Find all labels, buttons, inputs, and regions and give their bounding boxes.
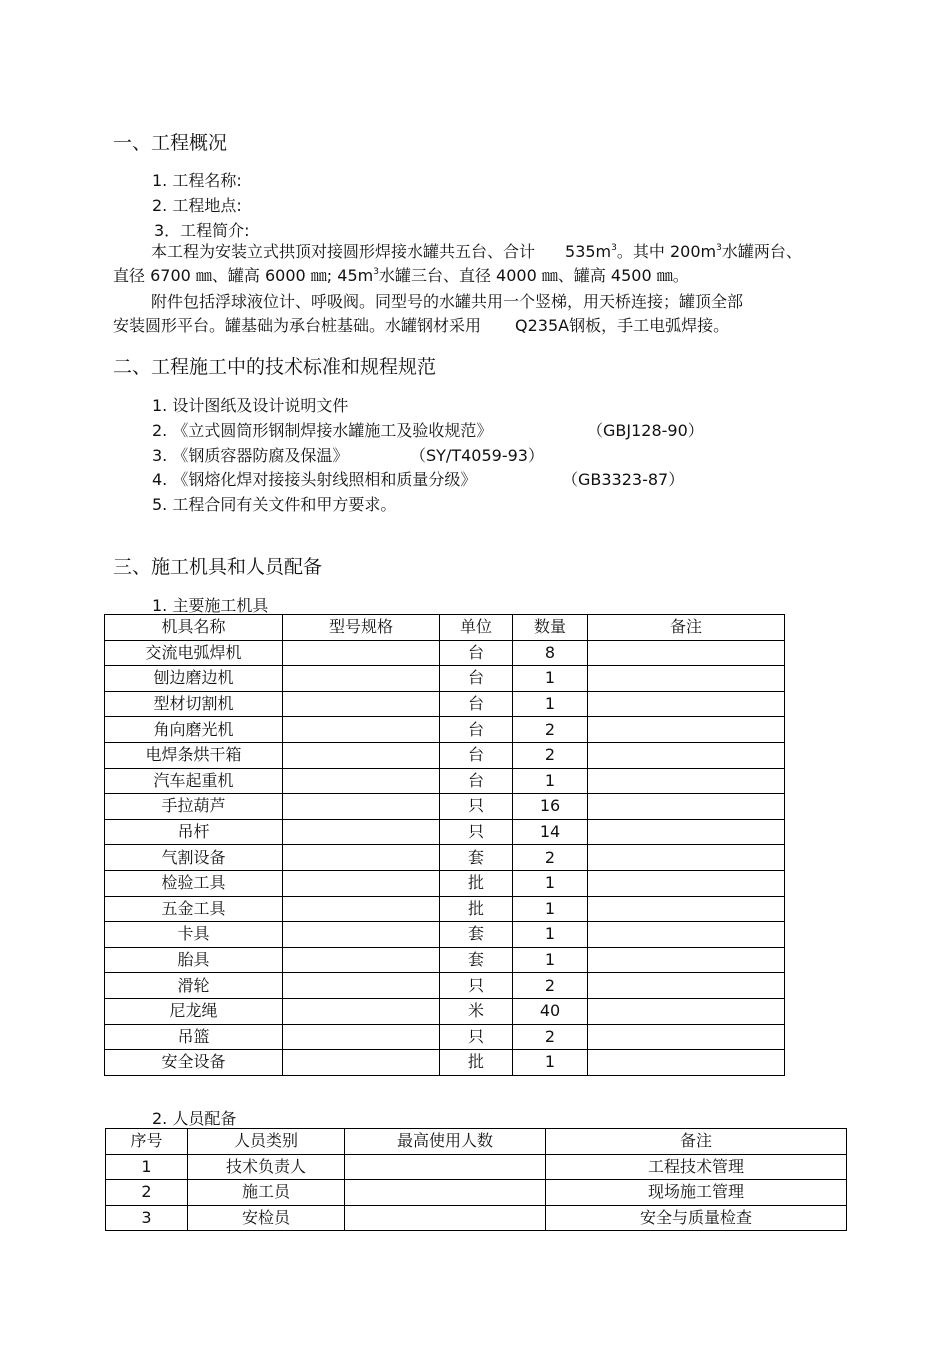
table-row: [105, 819, 785, 845]
table-cell: [283, 717, 440, 743]
table-row: [105, 742, 785, 768]
table-cell: 技术负责人: [188, 1154, 345, 1180]
table-cell: 1: [513, 768, 588, 794]
table-cell: 胎具: [105, 947, 283, 973]
table-cell: 1: [513, 691, 588, 717]
table-cell: 气割设备: [105, 845, 283, 871]
table-cell: 套: [440, 845, 513, 871]
standard-code: （GBJ128-90）: [587, 421, 704, 440]
summary-text: 。其中 200m: [616, 242, 717, 261]
table-cell: [588, 998, 785, 1024]
table-cell: 台: [440, 666, 513, 692]
table-cell: [283, 870, 440, 896]
table-cell: 台: [440, 640, 513, 666]
table-cell: 安检员: [188, 1205, 345, 1231]
standard-code: （GB3323-87）: [562, 470, 685, 489]
table-row: [105, 1024, 785, 1050]
table-cell: [588, 922, 785, 948]
column-header: 序号: [106, 1129, 188, 1155]
table-cell: [283, 691, 440, 717]
table-cell: 2: [513, 973, 588, 999]
column-header: 最高使用人数: [345, 1129, 546, 1155]
table-cell: 批: [440, 896, 513, 922]
standard-item: 3. 《钢质容器防腐及保温》: [152, 446, 349, 465]
summary-paragraph-1: [113, 240, 863, 288]
table-row: [105, 666, 785, 692]
table-cell: [283, 768, 440, 794]
table-cell: 只: [440, 819, 513, 845]
table-cell: 卡具: [105, 922, 283, 948]
table-cell: 1: [106, 1154, 188, 1180]
staff-caption: 2. 人员配备: [152, 1109, 237, 1128]
table-cell: [283, 998, 440, 1024]
table-row: [105, 640, 785, 666]
table-cell: 套: [440, 922, 513, 948]
summary-paragraph-2: [113, 290, 863, 338]
table-cell: 滑轮: [105, 973, 283, 999]
standard-item: 1. 设计图纸及设计说明文件: [152, 396, 349, 415]
standard-item: 4. 《钢熔化焊对接接头射线照相和质量分级》: [152, 470, 477, 489]
table-cell: 2: [513, 717, 588, 743]
table-cell: 工程技术管理: [546, 1154, 847, 1180]
table-cell: 五金工具: [105, 896, 283, 922]
summary-text: 附件包括浮球液位计、呼吸阀。同型号的水罐共用一个竖梯，用天桥连接；罐顶全部: [151, 292, 744, 311]
column-header: 型号规格: [283, 615, 440, 641]
table-row: [106, 1180, 847, 1206]
section3-heading: 三、施工机具和人员配备: [113, 556, 323, 578]
table-cell: 角向磨光机: [105, 717, 283, 743]
table-cell: [588, 691, 785, 717]
table-cell: [345, 1180, 546, 1206]
table-row: [106, 1154, 847, 1180]
column-header: 人员类别: [188, 1129, 345, 1155]
superscript: 3: [373, 267, 379, 277]
table-cell: [283, 1050, 440, 1076]
table-cell: 现场施工管理: [546, 1180, 847, 1206]
table-cell: 吊篮: [105, 1024, 283, 1050]
table-cell: 米: [440, 998, 513, 1024]
table-cell: 安全与质量检查: [546, 1205, 847, 1231]
table-cell: [283, 1024, 440, 1050]
table-cell: 只: [440, 794, 513, 820]
table-cell: [588, 768, 785, 794]
table-cell: [345, 1154, 546, 1180]
table-cell: [283, 896, 440, 922]
summary-text: 直径 6700 ㎜、罐高 6000 ㎜; 45m: [113, 266, 374, 285]
table-cell: 批: [440, 1050, 513, 1076]
summary-text: 水罐三台、直径 4000 ㎜、罐高 4500 ㎜。: [378, 266, 689, 285]
summary-text: 安装圆形平台。罐基础为承台桩基础。水罐钢材采用: [113, 316, 482, 335]
table-cell: 2: [106, 1180, 188, 1206]
table-cell: 只: [440, 1024, 513, 1050]
equipment-table: [104, 614, 785, 1076]
total-volume: 535m: [565, 242, 612, 261]
table-cell: 8: [513, 640, 588, 666]
table-cell: 2: [513, 742, 588, 768]
column-header: 备注: [546, 1129, 847, 1155]
table-cell: [588, 742, 785, 768]
table-row: [105, 717, 785, 743]
standard-code: （SY/T4059-93）: [410, 446, 544, 465]
table-cell: 交流电弧焊机: [105, 640, 283, 666]
table-cell: [283, 742, 440, 768]
table-header-row: [106, 1129, 847, 1155]
table-cell: 台: [440, 742, 513, 768]
table-cell: 1: [513, 947, 588, 973]
table-cell: 手拉葫芦: [105, 794, 283, 820]
summary-text: 水罐两台、: [721, 242, 802, 261]
table-cell: [283, 845, 440, 871]
column-header: 机具名称: [105, 615, 283, 641]
table-cell: [588, 819, 785, 845]
table-row: [105, 1050, 785, 1076]
table-cell: 2: [513, 845, 588, 871]
table-cell: 施工员: [188, 1180, 345, 1206]
table-row: [106, 1205, 847, 1231]
column-header: 单位: [440, 615, 513, 641]
staff-table: [105, 1128, 847, 1231]
table-cell: [283, 794, 440, 820]
table-cell: 尼龙绳: [105, 998, 283, 1024]
table-cell: [588, 1024, 785, 1050]
table-cell: 电焊条烘干箱: [105, 742, 283, 768]
table-cell: 1: [513, 870, 588, 896]
table-row: [105, 922, 785, 948]
table-cell: [283, 922, 440, 948]
table-cell: [588, 717, 785, 743]
table-cell: [588, 1050, 785, 1076]
column-header: 数量: [513, 615, 588, 641]
table-cell: [283, 819, 440, 845]
table-row: [105, 973, 785, 999]
table-cell: 1: [513, 896, 588, 922]
table-cell: 汽车起重机: [105, 768, 283, 794]
table-cell: 40: [513, 998, 588, 1024]
table-cell: [588, 896, 785, 922]
table-cell: [588, 947, 785, 973]
project-location-label: 2. 工程地点:: [152, 196, 242, 215]
standard-item: 5. 工程合同有关文件和甲方要求。: [152, 495, 397, 514]
table-cell: 安全设备: [105, 1050, 283, 1076]
table-cell: 14: [513, 819, 588, 845]
table-cell: [588, 794, 785, 820]
table-cell: [283, 640, 440, 666]
table-cell: 刨边磨边机: [105, 666, 283, 692]
summary-text: 本工程为安装立式拱顶对接圆形焊接水罐共五台、合计: [151, 242, 536, 261]
table-cell: [588, 666, 785, 692]
table-cell: 16: [513, 794, 588, 820]
table-row: [105, 998, 785, 1024]
table-row: [105, 845, 785, 871]
table-cell: 吊杆: [105, 819, 283, 845]
superscript: 3: [611, 243, 617, 253]
section1-heading: 一、工程概况: [113, 132, 228, 154]
table-row: [105, 947, 785, 973]
table-cell: [283, 666, 440, 692]
table-row: [105, 870, 785, 896]
superscript: 3: [716, 243, 722, 253]
table-cell: 型材切割机: [105, 691, 283, 717]
column-header: 备注: [588, 615, 785, 641]
steel-spec: Q235A钢板，手工电弧焊接。: [515, 316, 730, 335]
equipment-caption: 1. 主要施工机具: [152, 596, 269, 615]
standard-item: 2. 《立式圆筒形钢制焊接水罐施工及验收规范》: [152, 421, 493, 440]
table-cell: 台: [440, 691, 513, 717]
table-cell: 台: [440, 768, 513, 794]
table-cell: [345, 1205, 546, 1231]
table-row: [105, 896, 785, 922]
table-cell: [588, 870, 785, 896]
table-header-row: [105, 615, 785, 641]
table-cell: [588, 973, 785, 999]
table-cell: 1: [513, 922, 588, 948]
table-cell: 3: [106, 1205, 188, 1231]
section2-heading: 二、工程施工中的技术标准和规程规范: [113, 356, 437, 378]
table-cell: 批: [440, 870, 513, 896]
table-cell: 套: [440, 947, 513, 973]
table-row: [105, 794, 785, 820]
table-cell: 1: [513, 666, 588, 692]
table-cell: [588, 845, 785, 871]
table-row: [105, 691, 785, 717]
table-row: [105, 768, 785, 794]
table-cell: 检验工具: [105, 870, 283, 896]
table-cell: [283, 973, 440, 999]
table-cell: 2: [513, 1024, 588, 1050]
project-summary-label: 3．工程简介:: [154, 221, 250, 240]
project-name-label: 1. 工程名称:: [152, 171, 242, 190]
table-cell: [283, 947, 440, 973]
table-cell: [588, 640, 785, 666]
table-cell: 台: [440, 717, 513, 743]
table-cell: 只: [440, 973, 513, 999]
table-cell: 1: [513, 1050, 588, 1076]
